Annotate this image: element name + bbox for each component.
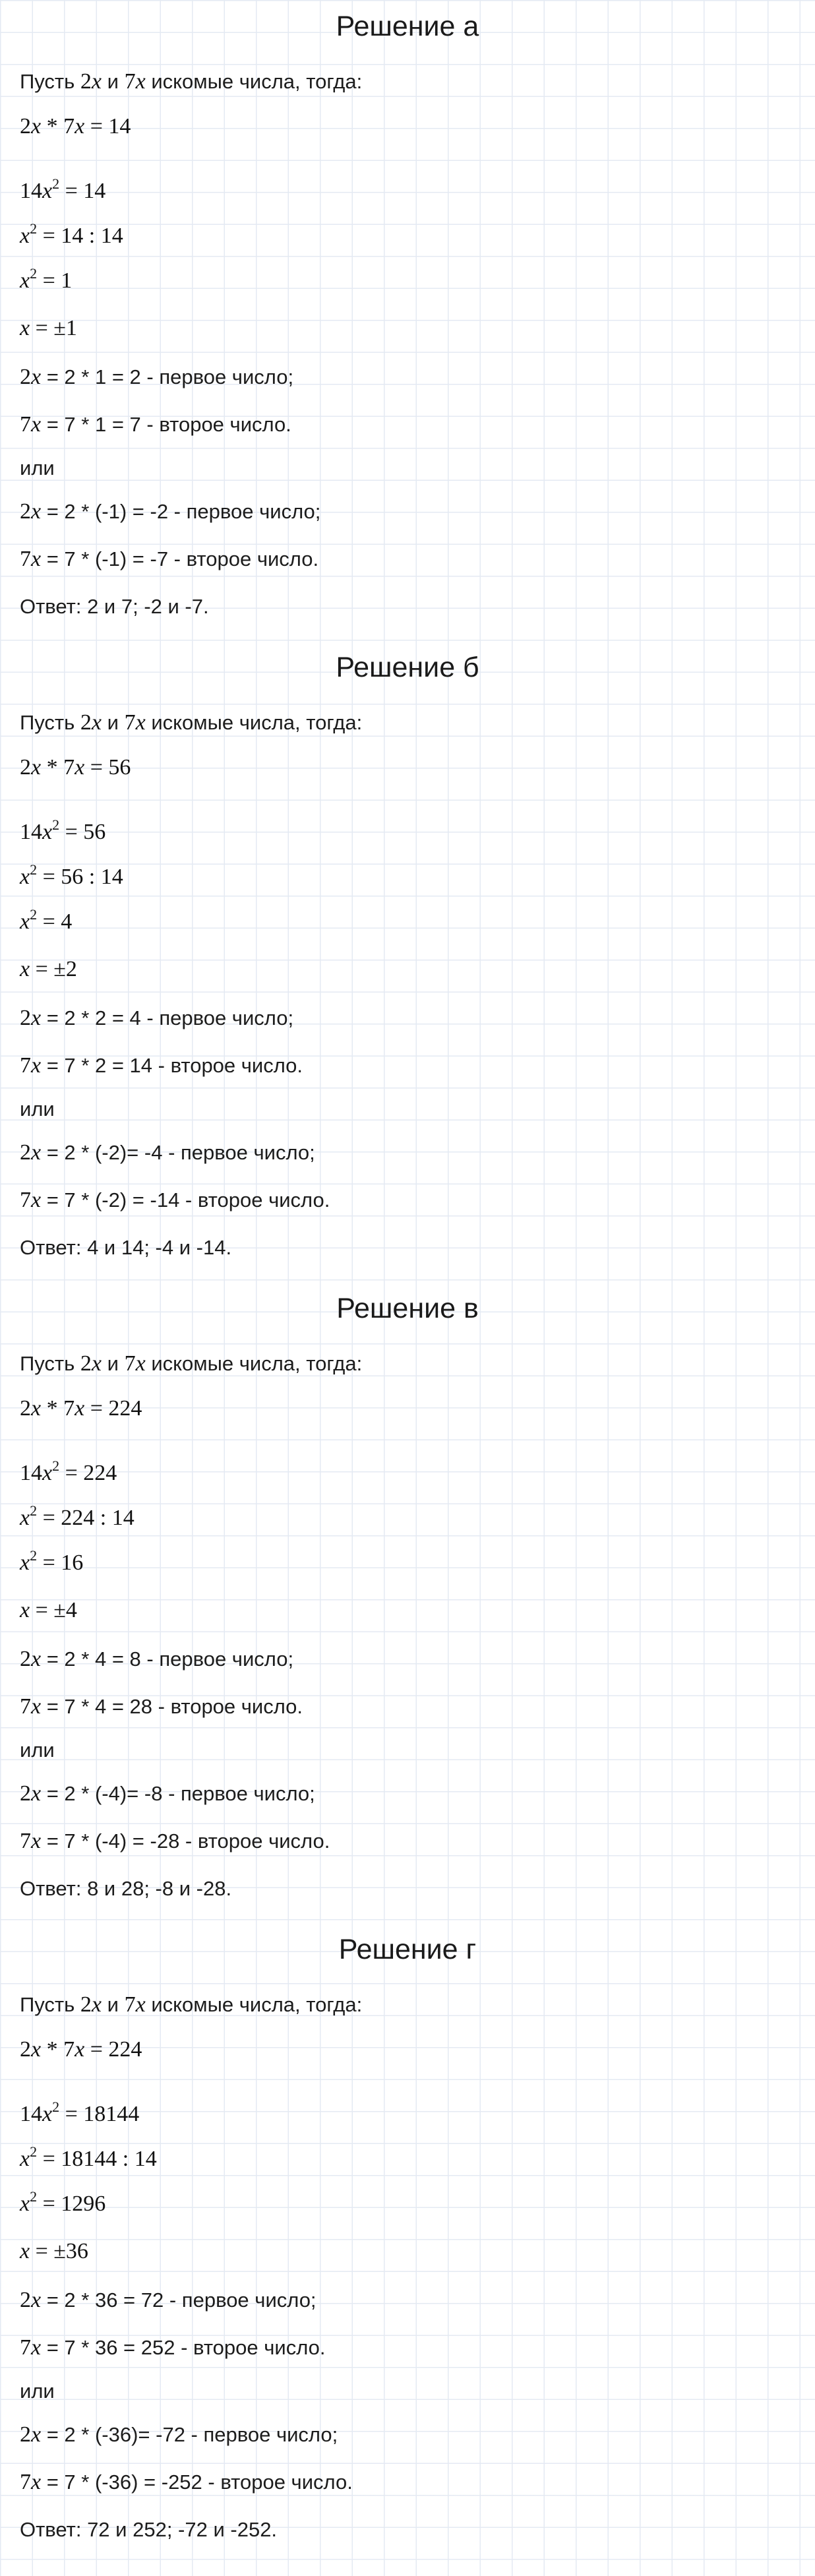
equation-simplified: $14x^2 = 56$	[20, 816, 106, 844]
equation-product: 2x * 7x = 224	[20, 1396, 142, 1421]
intro-prefix: Пусть	[20, 711, 75, 734]
intro-var-7x: 7x	[124, 1992, 146, 2017]
equation-product: 2x * 7x = 14	[20, 114, 131, 138]
first-number-expression: = 2 * (-36)= -72 - первое число;	[46, 2423, 338, 2446]
intro-var-7x: 7x	[124, 69, 146, 94]
or-text: или	[20, 2379, 55, 2403]
equation-root: x = ±1	[20, 316, 77, 340]
or-text: или	[20, 1738, 55, 1762]
second-number-negative	[20, 2468, 353, 2497]
equation-divide: $x^2 = 14$ : 14	[20, 220, 123, 248]
intro-conjunction: и	[107, 70, 119, 93]
second-number-positive	[20, 1692, 303, 1721]
first-number-positive	[20, 363, 293, 392]
var-2x: 2x	[20, 1647, 42, 1671]
first-number-negative	[20, 2420, 338, 2449]
intro-var-7x: 7x	[124, 1351, 146, 1376]
first-number-negative	[20, 1138, 315, 1167]
first-number-expression: = 2 * (-4)= -8 - первое число;	[46, 1782, 315, 1805]
equation-square: $x^2 = 1296$	[20, 2188, 106, 2216]
equation-product: 2x * 7x = 56	[20, 755, 131, 780]
equation-simplified: $14x^2 = 14$	[20, 175, 106, 203]
first-number-expression: = 2 * 1 = 2 - первое число;	[46, 365, 294, 388]
intro-var-2x: 2x	[80, 1351, 102, 1376]
answer-text: Ответ: 4 и 14; -4 и -14.	[20, 1236, 232, 1259]
second-number-expression: = 7 * 2 = 14 - второе число.	[46, 1054, 303, 1077]
var-7x: 7x	[20, 1188, 42, 1212]
first-number-expression: = 2 * 36 = 72 - первое число;	[46, 2288, 317, 2312]
first-number-expression: = 2 * (-1) = -2 - первое число;	[46, 500, 321, 523]
section-title: Решение б	[336, 652, 479, 683]
intro-conjunction: и	[107, 1352, 119, 1375]
var-2x: 2x	[20, 1006, 42, 1030]
intro-prefix: Пусть	[20, 1993, 75, 2016]
section-title: Решение в	[336, 1293, 479, 1324]
second-number-expression: = 7 * (-4) = -28 - второе число.	[46, 1829, 330, 1853]
var-2x: 2x	[20, 365, 42, 389]
var-7x: 7x	[20, 1053, 42, 1078]
equation-root: x = ±4	[20, 1598, 77, 1622]
intro-line	[20, 1990, 362, 2019]
intro-var-2x: 2x	[80, 710, 102, 735]
equation-simplified: $14x^2 = 18144$	[20, 2099, 140, 2126]
second-number-positive	[20, 1051, 303, 1080]
var-2x: 2x	[20, 2288, 42, 2312]
intro-var-7x: 7x	[124, 710, 146, 735]
var-2x: 2x	[20, 499, 42, 524]
first-number-positive	[20, 1004, 293, 1033]
second-number-positive	[20, 410, 291, 439]
second-number-expression: = 7 * 1 = 7 - второе число.	[46, 413, 291, 436]
intro-line	[20, 67, 362, 96]
equation-divide: $x^2 = 56$ : 14	[20, 861, 123, 889]
equation-square: $x^2 = 1$	[20, 265, 73, 293]
intro-line	[20, 708, 362, 737]
second-number-expression: = 7 * (-2) = -14 - второе число.	[46, 1188, 330, 1211]
intro-suffix: искомые числа, тогда:	[151, 70, 363, 93]
second-number-expression: = 7 * 36 = 252 - второе число.	[46, 2336, 326, 2359]
equation-root: x = ±36	[20, 2239, 88, 2263]
equation-divide: $x^2 = 224$ : 14	[20, 1502, 135, 1530]
var-2x: 2x	[20, 1781, 42, 1806]
second-number-negative	[20, 545, 318, 574]
intro-conjunction: и	[107, 711, 119, 734]
equation-product: 2x * 7x = 224	[20, 2037, 142, 2062]
intro-prefix: Пусть	[20, 1352, 75, 1375]
var-7x: 7x	[20, 2470, 42, 2494]
intro-prefix: Пусть	[20, 70, 75, 93]
intro-suffix: искомые числа, тогда:	[151, 711, 363, 734]
second-number-expression: = 7 * (-1) = -7 - второе число.	[46, 547, 319, 570]
var-7x: 7x	[20, 1694, 42, 1719]
answer-text: Ответ: 72 и 252; -72 и -252.	[20, 2518, 278, 2541]
intro-line	[20, 1349, 362, 1378]
intro-conjunction: и	[107, 1993, 119, 2016]
equation-root: x = ±2	[20, 957, 77, 981]
answer-text: Ответ: 2 и 7; -2 и -7.	[20, 595, 209, 618]
second-number-negative	[20, 1827, 330, 1856]
intro-suffix: искомые числа, тогда:	[151, 1352, 363, 1375]
first-number-positive	[20, 2286, 317, 2315]
intro-suffix: искомые числа, тогда:	[151, 1993, 363, 2016]
section-title: Решение г	[338, 1934, 477, 1965]
or-text: или	[20, 456, 55, 479]
section-title: Решение а	[336, 11, 479, 42]
first-number-expression: = 2 * (-2)= -4 - первое число;	[46, 1141, 315, 1164]
var-2x: 2x	[20, 2422, 42, 2447]
var-7x: 7x	[20, 412, 42, 437]
var-7x: 7x	[20, 2335, 42, 2360]
equation-square: $x^2 = 4$	[20, 906, 73, 934]
first-number-negative	[20, 1779, 315, 1808]
first-number-positive	[20, 1645, 293, 1674]
equation-square: $x^2 = 16$	[20, 1547, 84, 1575]
var-7x: 7x	[20, 547, 42, 571]
second-number-expression: = 7 * 4 = 28 - второе число.	[46, 1695, 303, 1718]
or-text: или	[20, 1097, 55, 1120]
intro-var-2x: 2x	[80, 1992, 102, 2017]
answer-text: Ответ: 8 и 28; -8 и -28.	[20, 1877, 232, 1900]
intro-var-2x: 2x	[80, 69, 102, 94]
first-number-expression: = 2 * 2 = 4 - первое число;	[46, 1006, 294, 1029]
var-2x: 2x	[20, 1140, 42, 1165]
first-number-negative	[20, 497, 320, 526]
equation-simplified: $14x^2 = 224$	[20, 1457, 117, 1485]
second-number-expression: = 7 * (-36) = -252 - второе число.	[46, 2470, 353, 2494]
var-7x: 7x	[20, 1829, 42, 1853]
second-number-negative	[20, 1186, 330, 1215]
first-number-expression: = 2 * 4 = 8 - первое число;	[46, 1647, 294, 1671]
equation-divide: $x^2 = 18144$ : 14	[20, 2143, 157, 2171]
second-number-positive	[20, 2333, 326, 2362]
